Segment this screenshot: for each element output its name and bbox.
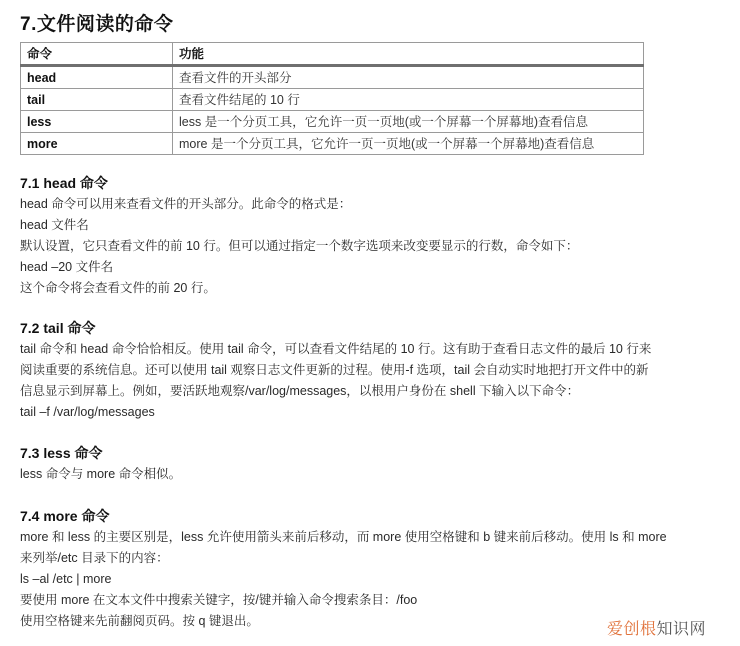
section-heading: 7.3 less 命令 (20, 445, 103, 461)
watermark-brand: 爱创根 (607, 621, 657, 638)
column-header-function: 功能 (173, 43, 644, 66)
page-title: 7.文件阅读的命令 (20, 14, 174, 35)
cell-function: less 是一个分页工具，它允许一页一页地(或一个屏幕一个屏幕地)查看信息 (173, 111, 644, 133)
table-row (21, 111, 644, 133)
paragraph-line: head 命令可以用来查看文件的开头部分。此命令的格式是： (20, 197, 352, 211)
table-row (21, 133, 644, 155)
section-head-command (20, 172, 725, 299)
column-header-command: 命令 (21, 43, 173, 66)
watermark-suffix: 知识网 (656, 621, 707, 638)
section-heading: 7.2 tail 命令 (20, 320, 96, 336)
table-row (21, 89, 644, 111)
cell-command: more (21, 133, 173, 155)
table-header-row (21, 43, 644, 66)
cell-command: tail (21, 89, 173, 111)
section-heading: 7.1 head 命令 (20, 175, 108, 191)
section-tail-command (20, 317, 725, 423)
section-heading: 7.4 more 命令 (20, 508, 110, 524)
code-line: ls –al /etc | more (20, 572, 112, 586)
cell-command: less (21, 111, 173, 133)
cell-function: more 是一个分页工具，它允许一页一页地(或一个屏幕一个屏幕地)查看信息 (173, 133, 644, 155)
section-more-command (20, 505, 725, 632)
command-table (20, 42, 644, 155)
paragraph-line: tail 命令和 head 命令恰恰相反。使用 tail 命令，可以查看文件结尾的 10 行。这有助于查看日志文件的最后 10 行来 (20, 342, 652, 356)
paragraph-line: 阅读重要的系统信息。还可以使用 tail 观察日志文件更新的过程。使用-f 选项，tail 会自动实时地把打开文件中的新 (20, 363, 649, 377)
paragraph-line: 默认设置，它只查看文件的前 10 行。但可以通过指定一个数字选项来改变要显示的行数，命令如下： (20, 239, 579, 253)
watermark (607, 616, 706, 639)
table-row (21, 66, 644, 89)
paragraph-line: 来列举/etc 目录下的内容： (20, 551, 169, 565)
paragraph-line: 要使用 more 在文本文件中搜索关键字，按/键并输入命令搜索条目：/foo (20, 593, 418, 607)
code-line: head 文件名 (20, 218, 89, 232)
paragraph-line: 使用空格键来先前翻阅页码。按 q 键退出。 (20, 614, 259, 628)
section-less-command (20, 442, 725, 485)
paragraph-line: 这个命令将会查看文件的前 20 行。 (20, 281, 216, 295)
code-line: tail –f /var/log/messages (20, 405, 155, 419)
code-line: head –20 文件名 (20, 260, 114, 274)
paragraph-line: 信息显示到屏幕上。例如，要活跃地观察/var/log/messages，以根用户身份在 shell 下输入以下命令： (20, 384, 580, 398)
cell-function: 查看文件的开头部分 (173, 66, 644, 89)
paragraph-line: less 命令与 more 命令相似。 (20, 467, 182, 481)
cell-function: 查看文件结尾的 10 行 (173, 89, 644, 111)
cell-command: head (21, 66, 173, 89)
paragraph-line: more 和 less 的主要区别是，less 允许使用箭头来前后移动，而 more 使用空格键和 b 键来前后移动。使用 ls 和 more (20, 530, 667, 544)
